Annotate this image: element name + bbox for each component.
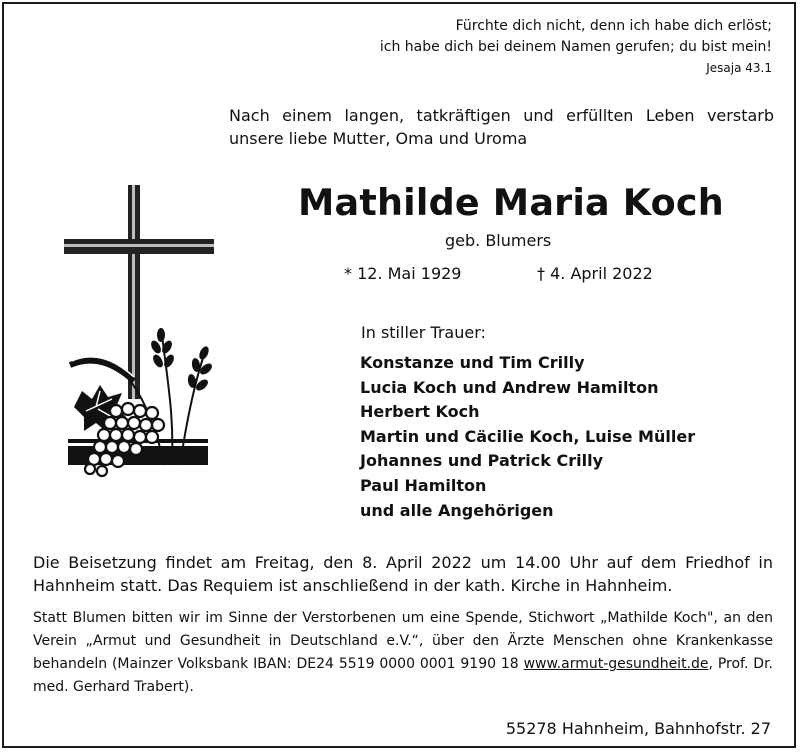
quote-line-2: ich habe dich bei deinem Namen gerufen; du bist mein! — [379, 39, 772, 55]
bible-quote — [380, 16, 772, 79]
quote-line-1: Fürchte dich nicht, denn ich habe dich erlöst; — [455, 18, 772, 34]
birth-date: * 12. Mai 1929 — [344, 264, 462, 283]
donation-text: Statt Blumen bitten wir im Sinne der Verstorbenen um eine Spende, Stichwort „Mathilde Koch", an den Verein „Armut und Gesundheit in Deutschland e.V.“, über den Ärzte Menschen ohne Krankenkasse behandeln (Mainzer Volksbank IBAN: DE24 5519 0000 0001 9190 18 — [33, 610, 773, 672]
cross-icon — [64, 185, 214, 399]
mourner-name: Paul Hamilton — [360, 475, 487, 495]
deceased-name: Mathilde Maria Koch — [298, 181, 724, 224]
mourner-name: und alle Angehörigen — [360, 500, 554, 520]
mourner-name: Konstanze und Tim Crilly — [360, 353, 585, 372]
donation-link[interactable]: www.armut-gesundheit.de — [523, 656, 709, 672]
mourners-list — [360, 351, 695, 523]
quote-reference: Jesaja 43.1 — [706, 61, 772, 75]
cross-artwork — [64, 185, 224, 481]
mourner-name: Martin und Cäcilie Koch, Luise Müller — [360, 426, 696, 446]
death-date: † 4. April 2022 — [537, 264, 653, 283]
address: 55278 Hahnheim, Bahnhofstr. 27 — [505, 719, 771, 738]
mourner-name: Johannes und Patrick Crilly — [360, 451, 603, 471]
donation-info — [33, 607, 773, 699]
mourner-name: Herbert Koch — [360, 402, 480, 422]
intro-text: Nach einem langen, tatkräftigen und erfüllten Leben verstarb unsere liebe Mutter, Oma und Uroma — [229, 106, 774, 148]
maiden-name: geb. Blumers — [445, 231, 552, 250]
mourning-heading: In stiller Trauer: — [361, 323, 486, 342]
donation-tail: , Prof. Dr. med. Gerhard Trabert). — [33, 656, 774, 695]
burial-info: Die Beisetzung findet am Freitag, den 8. April 2022 um 14.00 Uhr auf dem Friedhof in Hahnheim statt. Das Requiem ist anschließend in der kath. Kirche in Hahnheim. — [33, 553, 773, 595]
mourner-name: Lucia Koch und Andrew Hamilton — [360, 377, 659, 397]
